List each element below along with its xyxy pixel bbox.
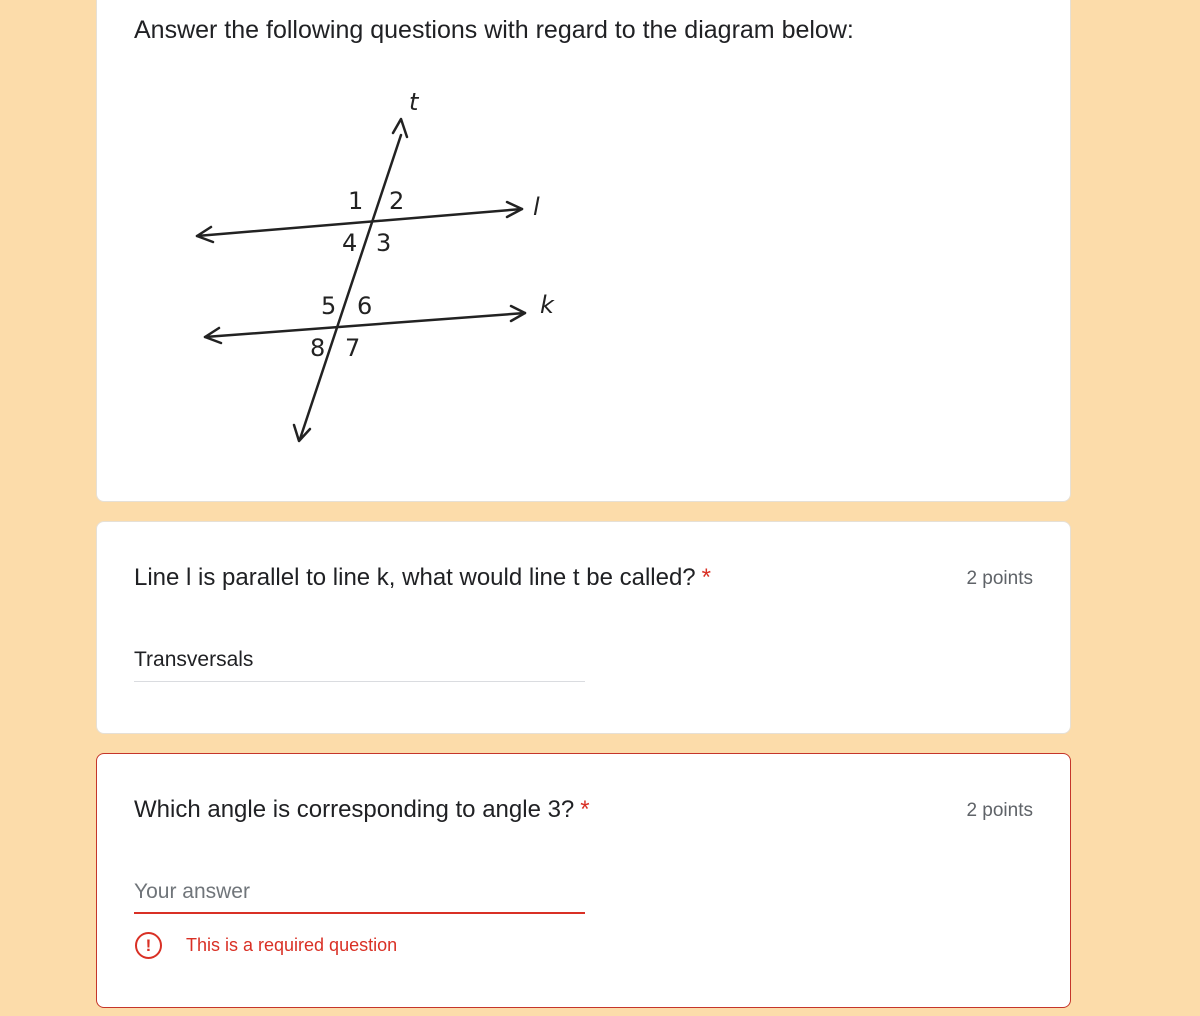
question-card-1: [96, 521, 1071, 734]
angle-label-8: 8: [310, 334, 326, 362]
required-asterisk: *: [701, 564, 711, 591]
error-message: This is a required question: [186, 935, 398, 955]
label-line-t: t: [409, 88, 419, 116]
required-asterisk: *: [580, 796, 590, 823]
transversal-line: [300, 135, 401, 439]
label-line-l: l: [533, 193, 540, 221]
question-card-2: [96, 753, 1071, 1008]
answer-input[interactable]: [134, 880, 585, 914]
angle-label-7: 7: [345, 334, 361, 362]
angle-label-2: 2: [389, 187, 405, 215]
label-line-k: k: [540, 291, 554, 319]
angle-label-5: 5: [321, 292, 337, 320]
angle-label-3: 3: [376, 229, 392, 257]
angle-label-1: 1: [348, 187, 364, 215]
points-label: 2 points: [966, 568, 1033, 589]
angle-label-6: 6: [357, 292, 373, 320]
intro-text: Answer the following questions with regard to the diagram below:: [134, 16, 854, 44]
exclamation-icon: !: [135, 932, 162, 959]
angle-label-4: 4: [342, 229, 358, 257]
parallel-lines-diagram: [97, 0, 1072, 503]
error-message-row: [135, 932, 397, 959]
question-title: Line l is parallel to line k, what would line t be called? *: [134, 564, 711, 591]
intro-card: [96, 0, 1071, 502]
question-title: Which angle is corresponding to angle 3? *: [134, 796, 590, 823]
points-label: 2 points: [966, 800, 1033, 821]
answer-text-field[interactable]: Transversals: [134, 648, 585, 682]
